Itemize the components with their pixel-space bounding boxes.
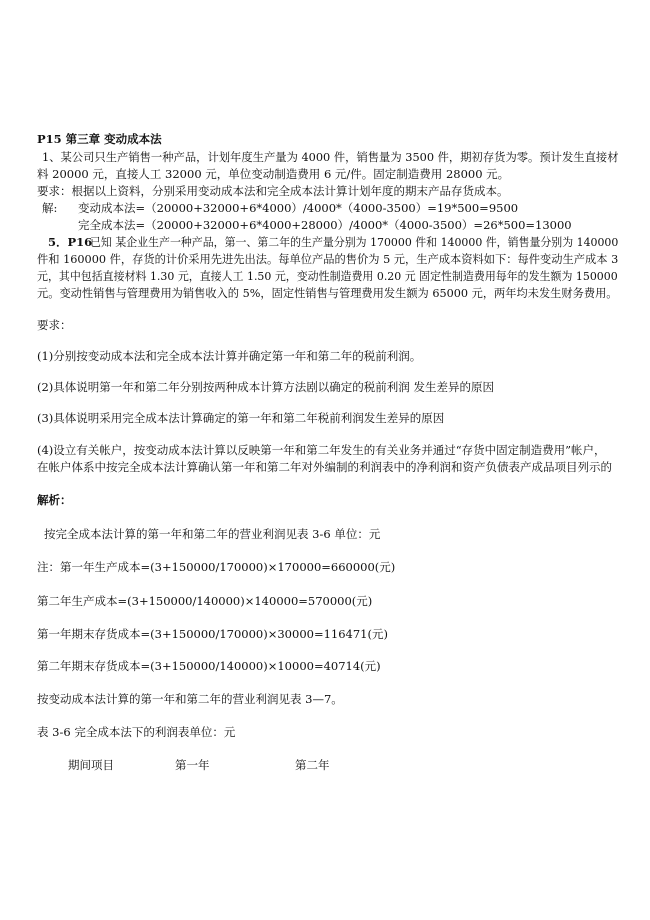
analysis-line-3: 第二年生产成本=(3+150000/140000)×140000=570000(元) [37, 594, 373, 608]
table-header-year-1: 第一年 [175, 758, 210, 772]
requirement-4-line-1: (4)设立有关帐户，按变动成本法计算以反映第一年和第二年发生的有关业务并通过“存货中固定制造费用”帐户， [37, 443, 606, 457]
solution-variable-costing: 变动成本法=（20000+32000+6*4000）/4000*（4000-3500）=19*500=9500 [78, 201, 519, 215]
problem-1-line-2: 料 20000 元，直接人工 32000 元，单位变动制造费用 6 元/件。固定制造费用 28000 元。 [37, 167, 510, 181]
problem-5-line-1: 已知 某企业生产一种产品，第一、第二年的生产量分别为 170000 件和 140000 件，销售量分别为 140000 [90, 235, 619, 249]
requirement-1: (1)分别按变动成本法和完全成本法计算并确定第一年和第二年的税前利润。 [37, 349, 422, 363]
problem-1-requirement: 要求：根据以上资料，分别采用变动成本法和完全成本法计算计划年度的期末产品存货成本。 [37, 184, 509, 198]
requirements-label: 要求： [37, 318, 72, 332]
requirement-4-line-2: 在帐户体系中按完全成本法计算确认第一年和第二年对外编制的利润表中的净利润和资产负债表产成品项目列示的 [37, 460, 612, 474]
analysis-line-5: 第二年期末存货成本=(3+150000/140000)×10000=40714(元) [37, 659, 381, 673]
problem-5-line-4: 元。变动性销售与管理费用为销售收入的 5%，固定性销售与管理费用发生额为 65000 元，两年均未发生财务费用。 [37, 286, 618, 300]
solution-label: 解: [42, 201, 58, 215]
problem-5-line-3: 元，其中包括直接材料 1.30 元，直接人工 1.50 元，变动性制造费用 0.20 元 固定性制造费用每年的发生额为 150000 [37, 269, 618, 283]
analysis-line-4: 第一年期末存货成本=(3+150000/170000)×30000=116471(元) [37, 627, 388, 641]
problem-5-line-2: 件和 160000 件，存货的计价采用先进先出法。每单位产品的售价为 5 元，生产成本资料如下：每件变动生产成本 3 [37, 252, 619, 266]
analysis-line-1: 按完全成本法计算的第一年和第二年的营业利润见表 3-6 单位：元 [44, 527, 381, 541]
analysis-line-2: 注：第一年生产成本=(3+150000/170000)×170000=660000(元) [37, 560, 396, 574]
table-caption: 表 3-6 完全成本法下的利润表单位：元 [37, 725, 236, 739]
analysis-line-6: 按变动成本法计算的第一年和第二年的营业利润见表 3—7。 [37, 692, 343, 706]
analysis-label: 解析： [37, 493, 72, 507]
requirement-3: (3)具体说明采用完全成本法计算确定的第一年和第二年税前利润发生差异的原因 [37, 411, 445, 425]
table-header-year-2: 第二年 [295, 758, 330, 772]
solution-absorption-costing: 完全成本法=（20000+32000+6*4000+28000）/4000*（4000-3500）=26*500=13000 [78, 218, 572, 232]
chapter-heading: P15 第三章 变动成本法 [37, 132, 162, 146]
problem-1-line-1: 1、某公司只生产销售一种产品，计划年度生产量为 4000 件，销售量为 3500 件，期初存货为零。预计发生直接材 [42, 150, 619, 164]
problem-5-number: 5．P16 [48, 235, 93, 249]
requirement-2: (2)具体说明第一年和第二年分别按两种成本计算方法剧以确定的税前利润 发生差异的原因 [37, 380, 494, 394]
table-header-period-item: 期间项目 [68, 758, 114, 772]
